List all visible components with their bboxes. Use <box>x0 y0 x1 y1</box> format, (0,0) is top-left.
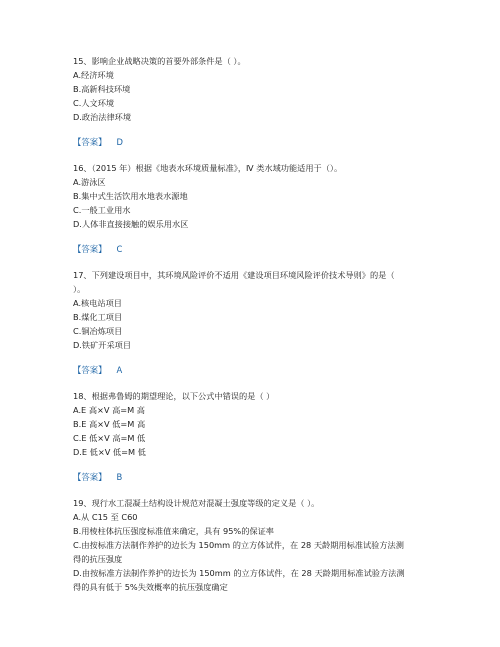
option-c: C.一般工业用水 <box>73 205 131 215</box>
option-a: A.游泳区 <box>73 177 106 187</box>
answer-value: B <box>116 472 123 482</box>
answer-line <box>73 135 433 149</box>
option-b: B.用棱柱体抗压强度标准值来确定，具有 95%的保证率 <box>73 526 274 536</box>
option-d: D.人体非直接接触的娱乐用水区 <box>73 219 189 229</box>
answer-value: C <box>116 244 123 254</box>
question-stem: 16、（2015 年）根据《地表水环境质量标准》，Ⅳ 类水域功能适用于（）。 <box>73 163 343 173</box>
question-18 <box>73 389 433 484</box>
answer-value: D <box>116 137 123 147</box>
option-a: A.从 C15 至 C60 <box>73 512 138 522</box>
option-d: D.铁矿开采项目 <box>73 340 132 350</box>
option-a: A.核电站项目 <box>73 298 122 308</box>
question-stem: 15、影响企业战略决策的首要外部条件是（ ）。 <box>73 56 246 66</box>
option-b: B.集中式生活饮用水地表水源地 <box>73 191 188 201</box>
option-d: D.E 低×V 低=M 低 <box>73 447 146 457</box>
answer-label: 【答案】 <box>73 472 107 482</box>
option-b: B.E 高×V 低=M 高 <box>73 419 146 429</box>
question-stem-line-2: ）。 <box>73 284 86 294</box>
document-page <box>73 54 433 594</box>
option-c: C.E 低×V 高=M 低 <box>73 433 146 443</box>
answer-line <box>73 470 433 484</box>
option-d-line-2: 得的具有低于 5%失效概率的抗压强度确定 <box>73 582 228 592</box>
option-c: C.铜冶炼项目 <box>73 326 123 336</box>
question-15 <box>73 54 433 149</box>
answer-label: 【答案】 <box>73 244 107 254</box>
question-stem: 19、现行水工混凝土结构设计规范对混凝土强度等级的定义是（ ）。 <box>73 498 320 508</box>
option-c-line-2: 得的抗压强度 <box>73 554 123 564</box>
option-d: D.政治法律环境 <box>73 112 132 122</box>
answer-line <box>73 242 433 256</box>
question-17 <box>73 268 433 377</box>
question-19 <box>73 496 433 594</box>
option-a: A.经济环境 <box>73 70 114 80</box>
option-b: B.煤化工项目 <box>73 312 123 322</box>
option-b: B.高新科技环境 <box>73 84 131 94</box>
option-c-line-1: C.由按标准方法制作养护的边长为 150mm 的立方体试件，在 28 天龄期用标准试验方法测 <box>73 540 404 550</box>
question-stem-line-1: 17、下列建设项目中，其环境风险评价不适用《建设项目环境风险评价技术导则》的是（ <box>73 270 395 280</box>
option-c: C.人文环境 <box>73 98 115 108</box>
question-stem: 18、根据弗鲁姆的期望理论，以下公式中错误的是（ ） <box>73 391 275 401</box>
option-d-line-1: D.由按标准方法制作养护的边长为 150mm 的立方体试件，在 28 天龄期用标准试验方法测 <box>73 568 405 578</box>
option-a: A.E 高×V 高=M 高 <box>73 405 145 415</box>
answer-label: 【答案】 <box>73 365 107 375</box>
answer-value: A <box>116 365 123 375</box>
answer-label: 【答案】 <box>73 137 107 147</box>
question-16 <box>73 161 433 256</box>
answer-line <box>73 363 433 377</box>
